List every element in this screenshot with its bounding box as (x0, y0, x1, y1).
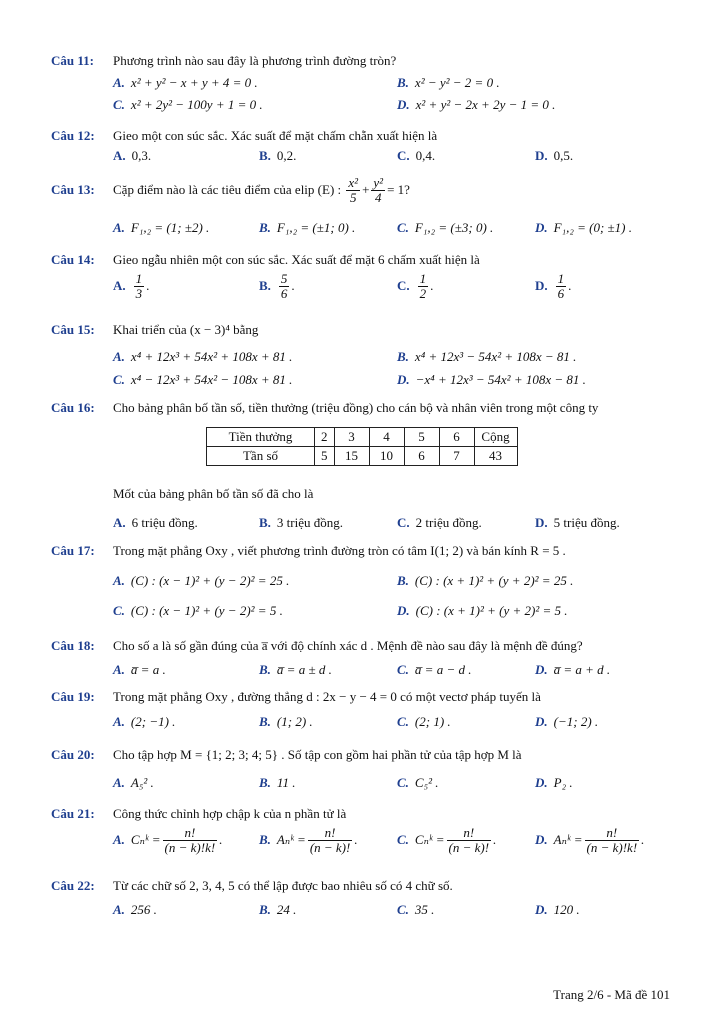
option-d: D. F₁,₂ = (0; ±1) . (535, 220, 633, 235)
option-b: B. 11 . (259, 775, 296, 790)
option-c: C. 0,4. (397, 148, 436, 163)
question-number: Câu 18: (51, 638, 95, 653)
option-b: B. $\frac{5}{6}$ . (259, 271, 295, 302)
question-16 (51, 400, 598, 416)
option-c: C. C₅² . (397, 775, 439, 790)
question-text: Trong mặt phẳng Oxy , viết phương trình đường tròn có tâm I(1; 2) và bán kính R = 5 . (113, 543, 566, 558)
option-b: B. 0,2. (259, 148, 297, 163)
table-cell: 10 (369, 447, 404, 466)
table-row (207, 447, 518, 466)
question-22 (51, 878, 453, 894)
question-text: Gieo ngẫu nhiên một con súc sắc. Xác suất để mặt 6 chấm xuất hiện là (113, 252, 480, 267)
table-cell: 4 (369, 428, 404, 447)
frequency-table (206, 427, 518, 466)
option-d: D. −x⁴ + 12x³ − 54x² + 108x − 81 . (397, 372, 586, 387)
option-b: B. 24 . (259, 902, 297, 917)
option-d: D. 0,5. (535, 148, 574, 163)
question-number: Câu 17: (51, 543, 95, 558)
option-d: D. P₂ . (535, 775, 573, 790)
question-number: Câu 19: (51, 689, 95, 704)
option-b: B. 3 triệu đồng. (259, 515, 343, 530)
option-d: D. a̅ = a + d . (535, 662, 611, 677)
option-b: B. F₁,₂ = (±1; 0) . (259, 220, 356, 235)
option-b: B. Aₙᵏ = $\frac{n!}{(n - k)!}$ . (259, 825, 358, 856)
table-row (207, 428, 518, 447)
question-20 (51, 747, 522, 763)
question-number: Câu 20: (51, 747, 95, 762)
question-text: Khai triển của (x − 3)⁴ bằng (113, 322, 259, 337)
option-c: C. x² + 2y² − 100y + 1 = 0 . (113, 97, 263, 112)
question-text: Công thức chỉnh hợp chập k của n phần tử là (113, 806, 347, 821)
question-text: Cho số a là số gần đúng của a̅ với độ chính xác d . Mệnh đề nào sau đây là mệnh đề đúng? (113, 638, 583, 653)
question-number: Câu 13: (51, 181, 95, 197)
option-a: A. A₅² . (113, 775, 154, 790)
question-number: Câu 15: (51, 322, 95, 337)
option-d: D. 120 . (535, 902, 580, 917)
question-17 (51, 543, 566, 559)
option-a: A. a̅ = a . (113, 662, 166, 677)
table-cell: Cộng (474, 428, 517, 447)
question-text: Trong mặt phẳng Oxy , đường thẳng d : 2x − y − 4 = 0 có một vectơ pháp tuyến là (113, 689, 541, 704)
option-c: C. F₁,₂ = (±3; 0) . (397, 220, 494, 235)
question-text: Gieo một con súc sắc. Xác suất để mặt chấm chẵn xuất hiện là (113, 128, 438, 143)
option-a: A. x⁴ + 12x³ + 54x² + 108x + 81 . (113, 349, 293, 364)
question-15 (51, 322, 258, 338)
question-13: Câu 13: Cặp điểm nào là các tiêu điểm của elip (E) : $\frac{\text{x²}}{5}$ + $\frac{\text{y²}}{4}$ = 1? (51, 175, 410, 206)
option-b: B. a̅ = a ± d . (259, 662, 332, 677)
table-cell: 43 (474, 447, 517, 466)
option-a: A. Cₙᵏ = $\frac{n!}{(n - k)!k!}$ . (113, 825, 223, 856)
option-d: D. (−1; 2) . (535, 714, 599, 729)
fraction: $\frac{\text{x²}}{5}$ (348, 175, 359, 206)
question-number: Câu 16: (51, 400, 95, 415)
question-number: Câu 22: (51, 878, 95, 893)
option-c: C. a̅ = a − d . (397, 662, 472, 677)
question-number: Câu 11: (51, 53, 94, 68)
option-a: A. 6 triệu đồng. (113, 515, 198, 530)
option-a: A. 0,3. (113, 148, 152, 163)
table-cell: Tần số (207, 447, 315, 466)
option-a: A. 256 . (113, 902, 157, 917)
option-d: D. x² + y² − 2x + 2y − 1 = 0 . (397, 97, 556, 112)
option-b: B. x² − y² − 2 = 0 . (397, 75, 500, 90)
table-cell: 15 (334, 447, 369, 466)
question-text: Cho bảng phân bố tần số, tiền thưởng (triệu đồng) cho cán bộ và nhân viên trong một công ty (113, 400, 599, 415)
option-c: C. Cₙᵏ = $\frac{n!}{(n - k)!}$ . (397, 825, 497, 856)
table-cell: 6 (404, 447, 439, 466)
fraction: $\frac{\text{y²}}{4}$ (373, 175, 384, 206)
table-cell: 7 (439, 447, 474, 466)
option-b: B. (1; 2) . (259, 714, 313, 729)
option-c: C. (C) : (x − 1)² + (y − 2)² = 5 . (113, 603, 283, 618)
option-d: D. $\frac{1}{6}$ . (535, 271, 572, 302)
page-footer: Trang 2/6 - Mã đề 101 (553, 987, 670, 1002)
question-text: Cặp điểm nào là các tiêu điểm của elip (E) : (113, 181, 342, 197)
option-c: C. 2 triệu đồng. (397, 515, 482, 530)
question-text: Từ các chữ số 2, 3, 4, 5 có thể lập được bao nhiêu số có 4 chữ số. (113, 878, 453, 893)
question-number: Câu 21: (51, 806, 95, 821)
option-d: D. Aₙᵏ = $\frac{n!}{(n - k)!k!}$ . (535, 825, 645, 856)
question-number: Câu 14: (51, 252, 95, 267)
table-cell: 2 (315, 428, 335, 447)
option-c: C. 35 . (397, 902, 435, 917)
question-text: Phương trình nào sau đây là phương trình đường tròn? (113, 53, 397, 68)
question-12 (51, 128, 437, 144)
option-b: B. (C) : (x + 1)² + (y + 2)² = 25 . (397, 573, 574, 588)
option-b: B. x⁴ + 12x³ − 54x² + 108x − 81 . (397, 349, 577, 364)
question-16-subtext: Mốt của bảng phân bố tần số đã cho là (113, 486, 314, 501)
table-cell: Tiền thưởng (207, 428, 315, 447)
question-21 (51, 806, 346, 822)
table-cell: 5 (315, 447, 335, 466)
option-a: A. (2; −1) . (113, 714, 176, 729)
table-cell: 6 (439, 428, 474, 447)
option-a: A. (C) : (x − 1)² + (y − 2)² = 25 . (113, 573, 290, 588)
option-d: D. (C) : (x + 1)² + (y + 2)² = 5 . (397, 603, 568, 618)
option-a: A. x² + y² − x + y + 4 = 0 . (113, 75, 258, 90)
option-a: A. $\frac{1}{3}$ . (113, 271, 150, 302)
option-a: A. F₁,₂ = (1; ±2) . (113, 220, 210, 235)
option-c: C. x⁴ − 12x³ + 54x² − 108x + 81 . (113, 372, 293, 387)
option-c: C. (2; 1) . (397, 714, 451, 729)
option-c: C. $\frac{1}{2}$ . (397, 271, 434, 302)
table-cell: 3 (334, 428, 369, 447)
question-11 (51, 53, 396, 69)
question-text: Cho tập hợp M = {1; 2; 3; 4; 5} . Số tập con gồm hai phần tử của tập hợp M là (113, 747, 522, 762)
table-cell: 5 (404, 428, 439, 447)
question-18 (51, 638, 583, 654)
question-14 (51, 252, 480, 268)
question-number: Câu 12: (51, 128, 95, 143)
question-19 (51, 689, 541, 705)
option-d: D. 5 triệu đồng. (535, 515, 620, 530)
